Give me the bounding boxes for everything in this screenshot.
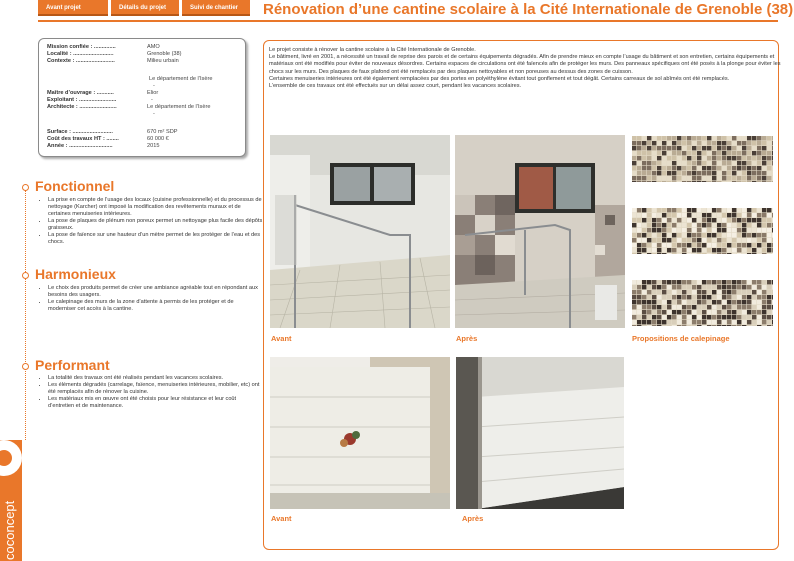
info-dash-1: - bbox=[153, 83, 155, 89]
info-row-localite: Localité : .......................... Grenoble (38) bbox=[47, 51, 182, 57]
list-item: • La totalité des travaux ont été réalisés pendant les vacances scolaires. bbox=[48, 375, 263, 382]
intro-paragraph: L’ensemble de ces travaux ont été effectués sur un délai assez court, pendant les vacances scolaires. bbox=[269, 83, 522, 90]
info-row-contexte: Contexte : ......................... Milieu urbain bbox=[47, 58, 179, 64]
calepinage-proposal-1 bbox=[632, 136, 773, 182]
info-row-exploitant: Exploitant : ........................ - bbox=[47, 97, 153, 103]
photo-apres-mur bbox=[456, 357, 624, 509]
calepinage-proposal-2 bbox=[632, 208, 773, 254]
caption-avant-2: Avant bbox=[271, 514, 292, 523]
caption-calepinage: Propositions de calepinage bbox=[632, 334, 730, 343]
tab-avant-projet[interactable]: Avant projet bbox=[38, 0, 108, 16]
page-title: Rénovation d’une cantine scolaire à la Cité Internationale de Grenoble (38) bbox=[263, 1, 794, 18]
photo-avant-salle bbox=[270, 135, 450, 328]
list-fonctionnel bbox=[36, 197, 263, 246]
info-dash-2: - bbox=[153, 111, 155, 117]
caption-apres-2: Après bbox=[462, 514, 484, 523]
list-item: • Le calepinage des murs de la zone d’attente à permis de les protéger et de moderniser cet accès à la cantine. bbox=[48, 299, 263, 313]
info-row-architecte: Architecte : ........................ Le département de l’Isère bbox=[47, 104, 211, 110]
project-info-box bbox=[38, 38, 246, 157]
list-item: • Les éléments dégradés (carrelage, faïence, menuiseries intérieures, mobilier, etc) ont été remplacés afin de rénover la cuisine. bbox=[48, 382, 263, 396]
list-item: • La pose de faïence sur une hauteur d’un mètre permet de les protéger de l’eau et des chocs. bbox=[48, 232, 263, 246]
photo-apres-salle bbox=[455, 135, 625, 328]
header-tabs bbox=[38, 0, 253, 20]
header-divider bbox=[38, 20, 778, 22]
timeline-line bbox=[25, 190, 27, 440]
list-item: • Les matériaux mis en œuvre ont été choisis pour leur résistance et leur coût d’entretien et de maintenance. bbox=[48, 396, 263, 410]
list-item: • La prise en compte de l’usage des locaux (cuisine professionnelle) et du processus de nettoyage (Karcher) ont imposé la modification des revêtements muraux et de certaines menuiseries intérieures. bbox=[48, 197, 263, 218]
info-row-moa: Maître d’ouvrage : ........... Elior bbox=[47, 90, 159, 96]
photo-avant-mur bbox=[270, 357, 450, 509]
section-title-fonctionnel: Fonctionnel bbox=[35, 178, 115, 194]
info-row-surface: Surface : .......................... 670 m² SDP bbox=[47, 129, 178, 135]
list-performant bbox=[36, 375, 263, 410]
list-harmonieux bbox=[36, 285, 263, 313]
timeline-dot-fonctionnel bbox=[22, 184, 29, 191]
caption-avant-1: Avant bbox=[271, 334, 292, 343]
intro-paragraph: Le projet consiste à rénover la cantine scolaire à la Cité Internationale de Grenoble. bbox=[269, 47, 476, 53]
intro-text bbox=[269, 47, 781, 90]
info-row-cout: Coût des travaux HT : ........ 60 000 € bbox=[47, 136, 169, 142]
tab-details-projet[interactable]: Détails du projet bbox=[111, 0, 179, 16]
intro-paragraph: Le bâtiment, livré en 2001, a nécessité un travail de reprise des parois et de certains équipements dégradés. Afin de prendre mieux en compte l’usage du bâtiment et son entretien, certains équipements et matériaux ont été modifiés pour éviter de nouveaux désordres. Certains espaces de circulations ont été faïencés afin de protéger les murs. Des panneaux spécifiques ont été posés à la plonge pour éviter les chocs sur les murs. Des plaques de faux plafond ont été remplacés par des plaques nettoyables et non poreuses au dessus des zones de cuisson. bbox=[269, 54, 781, 75]
tab-suivi-chantier[interactable]: Suivi de chantier bbox=[182, 0, 250, 16]
intro-paragraph: Certaines menuiseries intérieures ont été également remplacées par des portes en polyéthylène évitant tout gonflement et tout dégât. Certains carreaux de sol abîmés ont été remplacés. bbox=[269, 75, 730, 82]
timeline-dot-performant bbox=[22, 363, 29, 370]
section-title-performant: Performant bbox=[35, 357, 110, 373]
brand-logo: coconcept bbox=[2, 500, 17, 560]
info-row-mission: Mission confiée : .............. AMO bbox=[47, 44, 160, 50]
info-row-annee: Année : ............................ 2015 bbox=[47, 143, 160, 149]
calepinage-proposal-3 bbox=[632, 280, 773, 326]
list-item: • La pose de plaques de plénum non poreux permet un nettoyage plus facile des dépôts graisseux. bbox=[48, 218, 263, 232]
section-title-harmonieux: Harmonieux bbox=[35, 266, 116, 282]
caption-apres-1: Après bbox=[456, 334, 478, 343]
list-item: • Le choix des produits permet de créer une ambiance agréable tout en répondant aux besoins des usagers. bbox=[48, 285, 263, 299]
info-dept: Le département de l’Isère bbox=[149, 76, 213, 82]
timeline-dot-harmonieux bbox=[22, 272, 29, 279]
